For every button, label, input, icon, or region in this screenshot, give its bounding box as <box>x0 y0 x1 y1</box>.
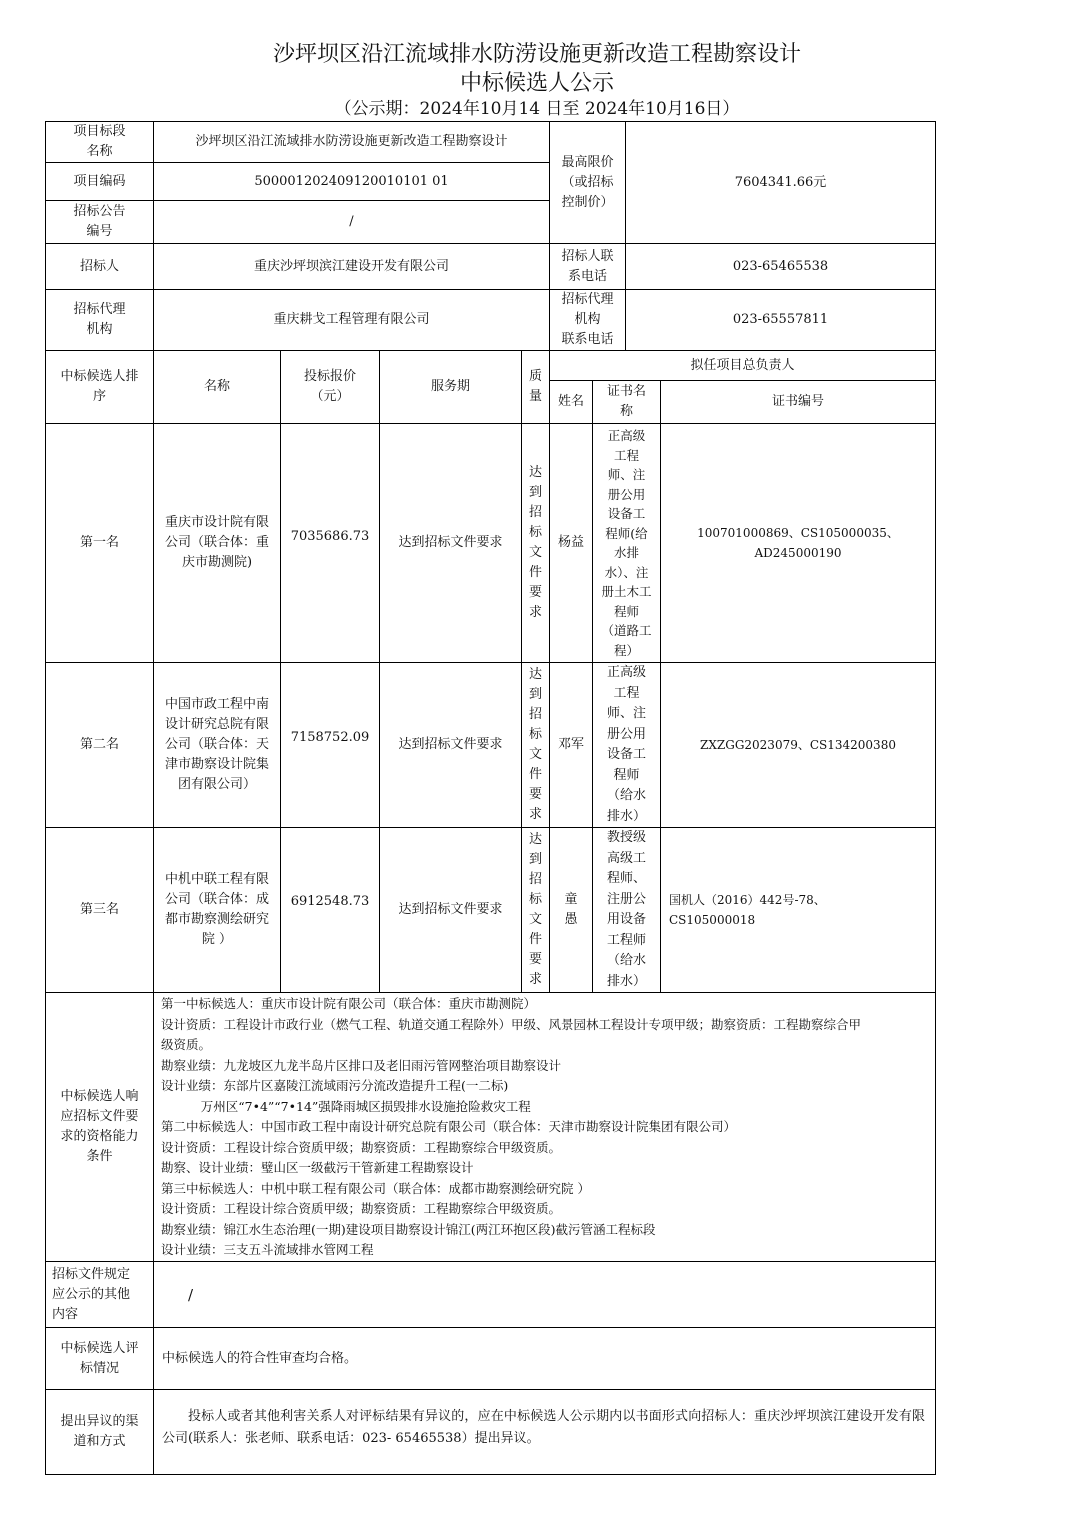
evaluation-value: 中标候选人的符合性审查均合格。 <box>162 1350 358 1366</box>
header-person: 姓名 <box>557 394 584 409</box>
header-name: 名称 <box>203 379 230 394</box>
qualification-line: 第一中标候选人：重庆市设计院有限公司（联合体：重庆市勘测院） <box>161 996 537 1011</box>
candidate-quality: 达 到 招 标 文 件 要 求 <box>528 465 542 620</box>
candidate-cert-name: 正高级 工程 师、注 册公用 设备工 程师(给 水排 水）、注 册土木工 程师 （道路工 程） <box>601 428 652 658</box>
candidate-cert-no: ZXZGG2023079、CS134200380 <box>700 738 896 752</box>
candidate-rank: 第一名 <box>79 535 119 550</box>
qualification-line: 设计资质：工程设计综合资质甲级；勘察资质：工程勘察综合甲级资质。 <box>161 1139 562 1155</box>
candidate-price: 6912548.73 <box>290 894 370 909</box>
candidate-person: 童 愚 <box>564 892 578 927</box>
project-section-label: 项目标段 名称 <box>73 124 126 159</box>
page-title: 沙坪坝区沿江流域排水防涝设施更新改造工程勘察设计 <box>272 42 801 67</box>
candidate-rank: 第二名 <box>79 737 119 752</box>
candidate-person: 邓军 <box>557 737 584 752</box>
header-manager: 拟任项目总负责人 <box>690 357 795 373</box>
header-quality: 质 量 <box>528 369 542 404</box>
candidate-cert-name: 正高级 工程 师、注 册公用 设备工 程师 （给水 排水） <box>606 665 646 824</box>
header-cert-no: 证书编号 <box>771 394 824 409</box>
agency-phone-label: 招标代理 机构 联系电话 <box>561 292 614 347</box>
agency-label: 招标代理 机构 <box>73 302 126 337</box>
qualification-line: 第三中标候选人：中机中联工程有限公司（联合体：成都市勘察测绘研究院 ） <box>161 1180 590 1196</box>
qualification-line: 勘察业绩：锦江水生态治理(一期)建设项目勘察设计锦江(两江环抱区段)截污管涵工程标段 <box>161 1221 656 1237</box>
header-cert-name: 证书名 称 <box>606 384 646 419</box>
candidate-name: 重庆市设计院有限 公司（联合体：重 庆市勘测院) <box>164 515 269 570</box>
header-rank: 中标候选人排 序 <box>60 369 139 404</box>
agency-value: 重庆耕戈工程管理有限公司 <box>273 312 430 327</box>
other-content-label: 招标文件规定 应公示的其他 内容 <box>52 1266 131 1322</box>
qualification-line: 万州区“7•4”“7•14”强降雨城区损毁排水设施抢险救灾工程 <box>161 1098 531 1114</box>
qualification-label: 中标候选人响 应招标文件要 求的资格能力 条件 <box>60 1089 139 1164</box>
notice-no-value: / <box>349 214 354 229</box>
evaluation-label: 中标候选人评 标情况 <box>60 1340 139 1376</box>
tenderer-phone-label: 招标人联 系电话 <box>561 248 614 284</box>
header-service: 服务期 <box>430 379 470 394</box>
publicity-period: （公示期：2024年10月14 日至 2024年10月16日） <box>334 99 740 119</box>
candidate-person: 杨益 <box>557 535 584 550</box>
page-subtitle: 中标候选人公示 <box>459 71 614 96</box>
tenderer-value: 重庆沙坪坝滨江建设开发有限公司 <box>253 258 449 274</box>
candidate-quality: 达 到 招 标 文 件 要 求 <box>528 832 542 987</box>
candidate-cert-no: 100701000869、CS105000035、AD245000190 <box>697 526 899 560</box>
candidate-cert-no: 国机人（2016）442号-78、 CS105000018 <box>669 893 826 927</box>
candidate-rank: 第三名 <box>79 902 119 917</box>
qualification-line: 设计业绩：东部片区嘉陵江流域雨污分流改造提升工程(一二标) <box>161 1078 509 1093</box>
project-section-value: 沙坪坝区沿江流域排水防涝设施更新改造工程勘察设计 <box>195 134 508 149</box>
other-content-value: / <box>188 1285 194 1304</box>
project-code-value: 500001202409120010101 01 <box>254 173 449 189</box>
project-code-label: 项目编码 <box>73 173 126 189</box>
agency-phone-value: 023-65557811 <box>732 312 829 327</box>
qualification-line: 勘察业绩：九龙坡区九龙半岛片区排口及老旧雨污管网整治项目勘察设计 <box>161 1057 562 1073</box>
candidate-service: 达到招标文件要求 <box>398 535 503 550</box>
notice-no-label: 招标公告 编号 <box>73 204 126 239</box>
objection-value: 投标人或者其他利害关系人对评标结果有异议的，应在中标候选人公示期内以书面形式向招标人：重庆沙坪坝滨江建设开发有限公司(联系人：张老师、联系电话：023- 65465538）提出异议。 <box>162 1409 925 1446</box>
candidate-service: 达到招标文件要求 <box>398 902 503 917</box>
tenderer-phone-value: 023-65465538 <box>732 258 829 274</box>
tenderer-label: 招标人 <box>79 258 119 274</box>
qualification-line: 勘察、设计业绩：璧山区一级截污干管新建工程勘察设计 <box>161 1160 474 1175</box>
candidate-service: 达到招标文件要求 <box>398 737 503 752</box>
candidate-price: 7035686.73 <box>290 528 370 544</box>
qualification-line: 设计资质：工程设计市政行业（燃气工程、轨道交通工程除外）甲级、风景园林工程设计专项甲级；勘察资质：工程勘察综合甲 <box>161 1016 862 1032</box>
candidate-quality: 达 到 招 标 文 件 要 求 <box>528 667 542 822</box>
qualification-text <box>161 994 933 1261</box>
max-price-value: 7604341.66元 <box>734 174 827 190</box>
qualification-line: 级资质。 <box>161 1037 212 1052</box>
qualification-line: 设计业绩：三支五斗流域排水管网工程 <box>161 1242 374 1257</box>
header-price: 投标报价 （元） <box>303 369 356 404</box>
max-price-label: 最高限价 （或招标 控制价） <box>561 154 614 210</box>
qualification-line: 第二中标候选人：中国市政工程中南设计研究总院有限公司（联合体：天津市勘察设计院集团有限公司） <box>161 1119 737 1134</box>
candidate-name: 中国市政工程中南 设计研究总院有限 公司（联合体：天 津市勘察设计院集 团有限公司） <box>164 697 269 792</box>
qualification-line: 设计资质：工程设计综合资质甲级；勘察资质：工程勘察综合甲级资质。 <box>161 1201 562 1216</box>
candidate-price: 7158752.09 <box>290 730 370 745</box>
candidate-cert-name: 教授级 高级工 程师、 注册公 用设备 工程师 （给水 排水） <box>606 830 646 989</box>
objection-label: 提出异议的渠 道和方式 <box>60 1414 139 1449</box>
candidate-name: 中机中联工程有限 公司（联合体：成 都市勘察测绘研究 院 ） <box>164 872 269 947</box>
